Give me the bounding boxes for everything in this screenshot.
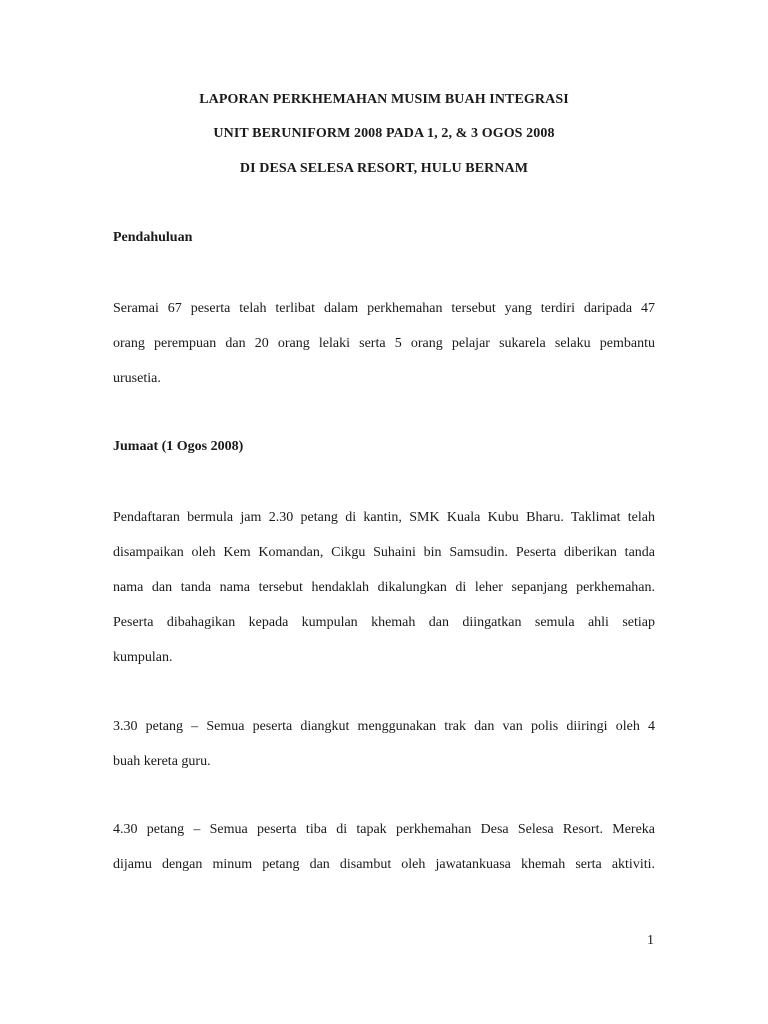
paragraph-330-petang	[113, 709, 655, 779]
paragraph-line: kumpulan.	[113, 650, 173, 665]
heading-jumaat: Jumaat (1 Ogos 2008)	[113, 439, 244, 454]
paragraph-line: 4.30 petang – Semua peserta tiba di tapak perkhemahan Desa Selesa Resort. Mereka	[113, 822, 655, 837]
paragraph-line: Peserta dibahagikan kepada kumpulan khemah dan diingatkan semula ahli setiap	[113, 615, 655, 630]
paragraph-line: Pendaftaran bermula jam 2.30 petang di kantin, SMK Kuala Kubu Bharu. Taklimat telah	[113, 510, 655, 525]
paragraph-line: urusetia.	[113, 371, 161, 386]
paragraph-line: disampaikan oleh Kem Komandan, Cikgu Suhaini bin Samsudin. Peserta diberikan tanda	[113, 545, 655, 560]
paragraph-line: orang perempuan dan 20 orang lelaki serta 5 orang pelajar sukarela selaku pembantu	[113, 336, 655, 351]
heading-pendahuluan: Pendahuluan	[113, 230, 193, 245]
paragraph-line: Seramai 67 peserta telah terlibat dalam perkhemahan tersebut yang terdiri daripada 47	[113, 301, 655, 316]
title-line-2: UNIT BERUNIFORM 2008 PADA 1, 2, & 3 OGOS 2008	[213, 126, 555, 141]
paragraph-line: nama dan tanda nama tersebut hendaklah dikalungkan di leher sepanjang perkhemahan.	[113, 580, 655, 595]
paragraph-430-petang	[113, 812, 655, 882]
paragraph-line: dijamu dengan minum petang dan disambut oleh jawatankuasa khemah serta aktiviti.	[113, 857, 655, 872]
paragraph-line: 3.30 petang – Semua peserta diangkut menggunakan trak dan van polis diiringi oleh 4	[113, 719, 655, 734]
paragraph-line: buah kereta guru.	[113, 754, 211, 769]
page-number: 1	[647, 933, 654, 948]
title-line-1: LAPORAN PERKHEMAHAN MUSIM BUAH INTEGRASI	[199, 92, 569, 107]
paragraph-intro	[113, 291, 655, 396]
title-line-3: DI DESA SELESA RESORT, HULU BERNAM	[239, 161, 529, 176]
paragraph-friday	[113, 500, 655, 675]
